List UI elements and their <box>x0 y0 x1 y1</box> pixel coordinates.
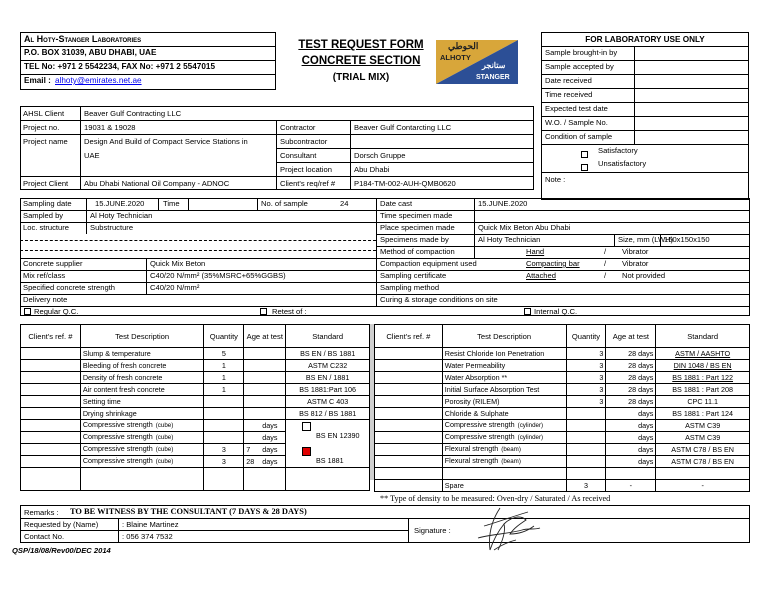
bs-1881-label: BS 1881 <box>316 456 344 465</box>
test-specimen-type: (cylinder) <box>517 422 544 429</box>
standard-cell: BS 1881 : Part 208 <box>656 384 750 396</box>
test-description: Initial Surface Absorption Test <box>444 384 540 394</box>
quantity-cell[interactable] <box>566 444 606 456</box>
unsatisfactory-label: Unsatisfactory <box>598 159 647 168</box>
logo-arabic-top: الحوطي <box>448 41 479 51</box>
client-ref-cell[interactable] <box>21 444 81 456</box>
empty-cell[interactable] <box>80 468 204 491</box>
client-ref-cell[interactable] <box>21 396 81 408</box>
standard-cell: BS 1881 : Part 122 <box>656 372 750 384</box>
empty-cell[interactable] <box>566 468 606 480</box>
client-ref-cell[interactable] <box>21 372 81 384</box>
table-row <box>375 444 750 456</box>
test-description: Compressive strength <box>82 420 153 429</box>
spare-quantity[interactable]: 3 <box>566 480 606 492</box>
compaction-equipment-label: Compaction equipment used <box>380 259 477 268</box>
quantity-cell[interactable] <box>204 420 244 432</box>
contractor-label: Contractor <box>280 123 316 132</box>
form-section: CONCRETE SECTION <box>301 55 421 67</box>
test-description: Compressive strength <box>82 444 153 453</box>
quantity-cell[interactable]: 1 <box>204 372 244 384</box>
quantity-cell[interactable]: 3 <box>566 348 606 360</box>
client-req-ref-label: Client's req/ref # <box>280 179 336 188</box>
quantity-cell[interactable] <box>566 456 606 468</box>
test-description-cell <box>80 360 204 372</box>
test-description-cell <box>442 444 566 456</box>
test-description: Compressive strength <box>444 420 515 429</box>
table-row <box>375 372 750 384</box>
certificate-not-provided[interactable]: Not provided <box>622 271 666 280</box>
empty-cell[interactable] <box>244 468 286 491</box>
test-description: Flexural strength <box>444 456 499 465</box>
age-cell[interactable]: days <box>606 420 656 432</box>
ahsl-client-value: Beaver Gulf Contracting LLC <box>84 109 182 118</box>
test-description-cell <box>80 396 204 408</box>
table-row <box>375 420 750 432</box>
client-req-ref-value: P184-TM-002-AUH-QMB0620 <box>354 179 456 188</box>
certificate-attached[interactable]: Attached <box>526 271 556 280</box>
test-description: Air content fresh concrete <box>82 384 165 394</box>
quantity-cell[interactable]: 1 <box>204 360 244 372</box>
age-cell[interactable] <box>244 396 286 408</box>
project-name-label: Project name <box>23 137 68 146</box>
concrete-supplier-label: Concrete supplier <box>23 259 83 268</box>
lab-use-note-label: Note : <box>545 175 566 184</box>
standard-cell: BS EN / BS 1881 <box>286 348 370 360</box>
header-age-at-test: Age at test <box>244 325 286 348</box>
internal-qc-label: Internal Q.C. <box>534 307 578 316</box>
test-description-cell <box>442 384 566 396</box>
lab-use-time-received: Time received <box>545 90 593 99</box>
table-row <box>21 408 370 420</box>
form-title: TEST REQUEST FORM <box>298 39 424 51</box>
project-client-value: Abu Dhabi National Oil Company - ADNOC <box>84 179 230 188</box>
remarks-value: TO BE WITNESS BY THE CONSULTANT (7 DAYS & 28 DAYS) <box>70 507 307 516</box>
table-row <box>21 360 370 372</box>
time-label: Time <box>163 199 180 208</box>
slash-1: / <box>604 247 607 256</box>
standard-cell: ASTM / AASHTO <box>656 348 750 360</box>
test-description-cell <box>80 408 204 420</box>
mix-ref-label: Mix ref/class <box>23 271 66 280</box>
quantity-cell[interactable] <box>204 396 244 408</box>
age-cell[interactable]: days <box>606 408 656 420</box>
client-ref-cell[interactable] <box>375 480 443 492</box>
empty-cell[interactable] <box>606 468 656 480</box>
test-description: Slump & temperature <box>82 348 151 358</box>
sampled-by-label: Sampled by <box>23 211 64 220</box>
curing-storage-label: Curing & storage conditions on site <box>380 295 498 304</box>
equipment-vibrator[interactable]: Vibrator <box>622 259 649 268</box>
form-code: QSP/18/08/Rev00/DEC 2014 <box>12 546 111 555</box>
standard-cell: ASTM C232 <box>286 360 370 372</box>
tests-right-body <box>375 325 750 492</box>
age-cell[interactable] <box>244 348 286 360</box>
client-ref-cell[interactable] <box>375 408 443 420</box>
standard-cell: ASTM C 403 <box>286 396 370 408</box>
header-standard: Standard <box>656 325 750 348</box>
lab-email-label: Email : <box>24 76 51 85</box>
project-name-value-1: Design And Build of Compact Service Stations in <box>84 137 248 146</box>
logo-text-top: ALHOTY <box>440 53 471 62</box>
unsatisfactory-checkbox[interactable] <box>581 164 588 171</box>
quantity-cell[interactable] <box>204 408 244 420</box>
contractor-value: Beaver Gulf Contarcting LLC <box>354 123 452 132</box>
header-age-at-test: Age at test <box>606 325 656 348</box>
test-specimen-type: (beam) <box>501 446 521 453</box>
client-ref-cell[interactable] <box>375 456 443 468</box>
remarks-label: Remarks : <box>24 508 59 517</box>
test-description: Flexural strength <box>444 444 499 453</box>
standard-cell: BS 1881:Part 106 <box>286 384 370 396</box>
test-specimen-type: (cylinder) <box>517 434 544 441</box>
header-quantity: Quantity <box>566 325 606 348</box>
age-cell[interactable]: 28 days <box>606 396 656 408</box>
place-specimen-made-label: Place specimen made <box>380 223 455 232</box>
test-specimen-type: (cube) <box>155 434 174 441</box>
specified-strength-label: Specified concrete strength <box>23 283 116 292</box>
standard-cell: ASTM C39 <box>656 432 750 444</box>
subcontractor-label: Subcontractor <box>280 137 328 146</box>
concrete-supplier-value: Quick Mix Beton <box>150 259 206 268</box>
age-cell[interactable]: days <box>606 456 656 468</box>
requested-by-value: : Blaine Martinez <box>122 520 179 529</box>
form-subtitle: (TRIAL MIX) <box>332 72 390 83</box>
test-description-cell <box>442 432 566 444</box>
lab-use-expected-date: Expected test date <box>545 104 608 113</box>
client-ref-cell[interactable] <box>375 396 443 408</box>
test-description-cell <box>442 348 566 360</box>
sampling-date-value: 15.JUNE.2020 <box>95 199 145 208</box>
age-unit: days <box>262 420 278 430</box>
age-cell[interactable] <box>244 444 286 456</box>
age-cell[interactable] <box>244 408 286 420</box>
regular-qc-label: Regular Q.C. <box>34 307 79 316</box>
mix-ref-value: C40/20 N/mm² (35%MSRC+65%GGBS) <box>150 271 286 280</box>
test-description: Setting time <box>82 396 121 406</box>
project-location-label: Project location <box>280 165 332 174</box>
delivery-note-label: Delivery note <box>23 295 68 304</box>
lab-use-title: FOR LABORATORY USE ONLY <box>585 35 705 44</box>
specified-strength-value: C40/20 N/mm² <box>150 283 200 292</box>
quantity-cell[interactable] <box>204 432 244 444</box>
quantity-cell[interactable]: 3 <box>204 456 244 468</box>
test-description: Bleeding of fresh concrete <box>82 360 167 370</box>
date-cast-label: Date cast <box>380 199 413 208</box>
age-cell[interactable] <box>244 420 286 432</box>
quantity-cell[interactable] <box>566 420 606 432</box>
bs-1881-checkbox-checked[interactable] <box>302 447 311 456</box>
density-type-note: ** Type of density to be measured: Oven-dry / Saturated / As received <box>380 494 611 503</box>
project-location-value: Abu Dhabi <box>354 165 390 174</box>
table-row <box>21 468 370 491</box>
project-no-label: Project no. <box>23 123 60 132</box>
test-description-cell <box>442 456 566 468</box>
empty-cell[interactable] <box>442 468 566 480</box>
lab-tel-fax: TEL No: +971 2 5542234, FAX No: +971 2 5547015 <box>24 62 216 71</box>
age-cell[interactable]: days <box>606 444 656 456</box>
empty-cell[interactable] <box>375 468 443 480</box>
age-cell[interactable]: 28 days <box>606 384 656 396</box>
contact-no-value: : 056 374 7532 <box>122 532 173 541</box>
header-client-ref: Client's ref. # <box>375 325 443 348</box>
client-ref-cell[interactable] <box>375 444 443 456</box>
consultant-label: Consultant <box>280 151 317 160</box>
test-description-cell <box>80 444 204 456</box>
test-description: Drying shrinkage <box>82 408 137 418</box>
no-of-sample-value: 24 <box>340 199 349 208</box>
lab-use-brought-in: Sample brought-in by <box>545 48 618 57</box>
table-row <box>375 396 750 408</box>
client-ref-cell[interactable] <box>375 348 443 360</box>
client-ref-cell[interactable] <box>21 384 81 396</box>
test-description-cell <box>80 420 204 432</box>
client-ref-cell[interactable] <box>21 348 81 360</box>
alhoty-stanger-logo <box>436 40 518 84</box>
size-value: 150x150x150 <box>664 235 710 244</box>
age-cell[interactable] <box>244 360 286 372</box>
table-row <box>375 384 750 396</box>
size-label: Size, mm (LWH) <box>618 235 674 244</box>
tests-left-body <box>21 325 370 491</box>
age-unit: days <box>262 432 278 442</box>
specimens-made-by-label: Specimens made by <box>380 235 449 244</box>
table-row <box>21 372 370 384</box>
empty-cell[interactable] <box>204 468 244 491</box>
retest-checkbox[interactable] <box>260 308 267 315</box>
standard-cell: BS EN / 1881 <box>286 372 370 384</box>
table-row <box>21 420 370 432</box>
test-description-cell <box>442 396 566 408</box>
test-description: Density of fresh concrete <box>82 372 163 382</box>
consultant-value: Dorsch Gruppe <box>354 151 406 160</box>
contact-no-label: Contact No. <box>24 532 65 541</box>
client-ref-cell[interactable] <box>21 360 81 372</box>
empty-cell[interactable] <box>286 468 370 491</box>
client-ref-cell[interactable] <box>375 384 443 396</box>
loc-structure-label: Loc. structure <box>23 223 70 232</box>
table-row <box>21 396 370 408</box>
client-ref-cell[interactable] <box>375 372 443 384</box>
standard-cell: BS 812 / BS 1881 <box>286 408 370 420</box>
project-client-label: Project Client <box>23 179 69 188</box>
table-row <box>375 456 750 468</box>
client-ref-cell[interactable] <box>375 432 443 444</box>
standard-cell: DIN 1048 / BS EN <box>656 360 750 372</box>
client-ref-cell[interactable] <box>375 420 443 432</box>
header-standard: Standard <box>286 325 370 348</box>
age-value: 7 <box>246 444 251 454</box>
header-test-description: Test Description <box>442 325 566 348</box>
standard-cell: ASTM C39 <box>656 420 750 432</box>
standard-cell: CPC 11.1 <box>656 396 750 408</box>
lab-use-wo-sample: W.O. / Sample No. <box>545 118 608 127</box>
test-description: Porosity (RILEM) <box>444 396 500 406</box>
slash-2: / <box>604 259 607 268</box>
sampling-method-label: Sampling method <box>380 283 440 292</box>
compaction-vibrator[interactable]: Vibrator <box>622 247 649 256</box>
test-description-cell <box>442 420 566 432</box>
test-description: Water Permeability <box>444 360 506 370</box>
test-description-cell <box>442 408 566 420</box>
table-row <box>375 432 750 444</box>
header-test-description: Test Description <box>80 325 204 348</box>
header-client-ref: Client's ref. # <box>21 325 81 348</box>
lab-use-condition: Condition of sample <box>545 132 613 141</box>
test-specimen-type: (cube) <box>155 446 174 453</box>
table-row <box>375 348 750 360</box>
loc-structure-value: Substructure <box>90 223 134 232</box>
date-cast-value: 15.JUNE.2020 <box>478 199 528 208</box>
no-of-sample-label: No. of sample <box>261 199 308 208</box>
client-ref-cell[interactable] <box>21 456 81 468</box>
test-description-cell <box>442 360 566 372</box>
test-description-cell <box>80 432 204 444</box>
project-name-value-2: UAE <box>84 151 100 160</box>
bs-en-12390-checkbox[interactable] <box>302 422 311 431</box>
spare-standard: - <box>656 480 750 492</box>
age-cell[interactable]: days <box>606 432 656 444</box>
age-cell[interactable]: 28 days <box>606 360 656 372</box>
age-cell[interactable] <box>244 384 286 396</box>
tests-table-left <box>20 324 370 491</box>
age-unit: days <box>262 456 278 466</box>
age-cell[interactable]: 28 days <box>606 348 656 360</box>
table-row <box>375 408 750 420</box>
spare-row <box>375 480 750 492</box>
test-description-cell <box>442 372 566 384</box>
sampled-by-value: Al Hoty Technician <box>90 211 153 220</box>
tests-left-header-row <box>21 325 370 348</box>
compaction-hand[interactable]: Hand <box>526 247 545 256</box>
quantity-cell[interactable]: 1 <box>204 384 244 396</box>
logo-arabic-bottom: ستانجر <box>482 61 506 70</box>
internal-qc-checkbox[interactable] <box>524 308 531 315</box>
table-row <box>21 348 370 360</box>
lab-po-box: P.O. BOX 31039, ABU DHABI, UAE <box>24 48 157 57</box>
age-cell[interactable] <box>244 432 286 444</box>
table-row <box>21 384 370 396</box>
satisfactory-label: Satisfactory <box>598 146 638 155</box>
lab-use-date-received: Date received <box>545 76 592 85</box>
quantity-cell[interactable]: 3 <box>566 372 606 384</box>
spare-age[interactable]: - <box>606 480 656 492</box>
bs-en-12390-label: BS EN 12390 <box>316 431 360 440</box>
lab-email-link[interactable]: alhoty@emirates.net.ae <box>55 76 142 85</box>
test-description-cell <box>80 372 204 384</box>
age-cell[interactable] <box>244 372 286 384</box>
age-value: 28 <box>246 456 255 466</box>
time-specimen-made-label: Time specimen made <box>380 211 453 220</box>
satisfactory-checkbox[interactable] <box>581 151 588 158</box>
age-cell[interactable]: 28 days <box>606 372 656 384</box>
test-specimen-type: (cube) <box>155 458 174 465</box>
age-unit: days <box>262 444 278 454</box>
test-specimen-type: (beam) <box>501 458 521 465</box>
lab-name: Al Hoty-Stanger Laboratories <box>24 34 142 44</box>
signature-label: Signature : <box>414 526 451 535</box>
client-ref-cell[interactable] <box>375 360 443 372</box>
tests-table-right <box>374 324 750 492</box>
client-ref-cell[interactable] <box>21 432 81 444</box>
test-description: Compressive strength <box>444 432 515 441</box>
client-ref-cell[interactable] <box>21 408 81 420</box>
empty-cell[interactable] <box>21 468 81 491</box>
sampling-date-label: Sampling date <box>23 199 72 208</box>
test-description-cell <box>80 348 204 360</box>
table-row <box>375 360 750 372</box>
project-no-value: 19031 & 19028 <box>84 123 136 132</box>
sampling-certificate-label: Sampling certificate <box>380 271 447 280</box>
test-description: Water Absorption ** <box>444 372 508 382</box>
quantity-cell[interactable]: 3 <box>204 444 244 456</box>
handwritten-signature <box>470 504 550 556</box>
regular-qc-checkbox[interactable] <box>24 308 31 315</box>
specimens-made-by-value: Al Hoty Technician <box>478 235 541 244</box>
spare-label: Spare <box>442 480 566 492</box>
quantity-cell[interactable] <box>566 432 606 444</box>
table-row <box>375 468 750 480</box>
standard-cell: BS 1881 : Part 124 <box>656 408 750 420</box>
quantity-cell[interactable] <box>566 408 606 420</box>
test-description: Resist Chloride Ion Penetration <box>444 348 545 358</box>
test-description: Chloride & Sulphate <box>444 408 509 418</box>
test-description: Compressive strength <box>82 432 153 441</box>
compacting-bar[interactable]: Compacting bar <box>526 259 580 268</box>
test-description: Compressive strength <box>82 456 153 465</box>
standard-cell: ASTM C78 / BS EN <box>656 444 750 456</box>
place-specimen-made-value: Quick Mix Beton Abu Dhabi <box>478 223 571 232</box>
empty-cell[interactable] <box>656 468 750 480</box>
test-description-cell <box>80 456 204 468</box>
method-compaction-label: Method of compaction <box>380 247 455 256</box>
test-specimen-type: (cube) <box>155 422 174 429</box>
header-quantity: Quantity <box>204 325 244 348</box>
quantity-cell[interactable]: 3 <box>566 384 606 396</box>
lab-use-accepted: Sample accepted by <box>545 62 614 71</box>
standard-cell: ASTM C78 / BS EN <box>656 456 750 468</box>
quantity-cell[interactable]: 5 <box>204 348 244 360</box>
retest-label: Retest of : <box>272 307 307 316</box>
tests-right-header-row <box>375 325 750 348</box>
client-ref-cell[interactable] <box>21 420 81 432</box>
quantity-cell[interactable]: 3 <box>566 396 606 408</box>
slash-3: / <box>604 271 607 280</box>
quantity-cell[interactable]: 3 <box>566 360 606 372</box>
age-cell[interactable] <box>244 456 286 468</box>
logo-text-bottom: STANGER <box>476 74 510 81</box>
requested-by-label: Requested by (Name) <box>24 520 99 529</box>
test-description-cell <box>80 384 204 396</box>
ahsl-client-label: AHSL Client <box>23 109 65 118</box>
